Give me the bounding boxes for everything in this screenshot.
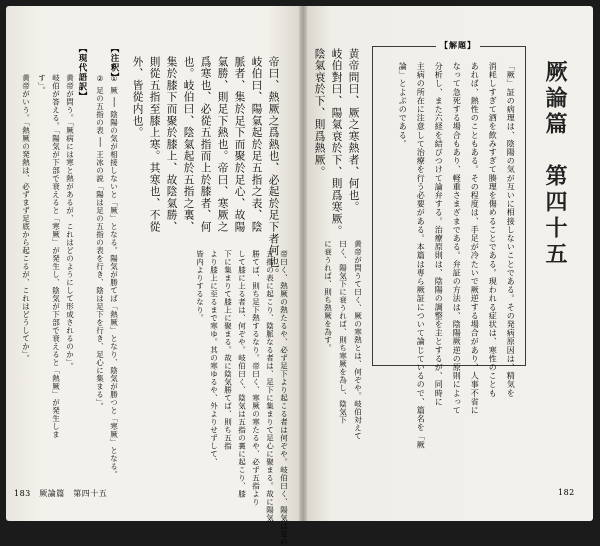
translation-line: 五指の表に起こり、陰脈なる者は、足下に集まりて足心に聚まる。故に陽気 <box>265 250 275 522</box>
classical-text-line: 岐伯對曰、陽氣衰於下、則爲寒厥。 <box>330 48 343 237</box>
kaidai-line: 主病の所在に注意して治療を行う必要がある。本篇は専ら厥証について論じているので、篇名を「厥 <box>416 62 426 449</box>
kaidai-line: 分析し、また六経を結びつけて論弁する。治療原則は、陰陽の調整を主とするが、同時に <box>434 62 444 406</box>
classical-text-line: 氣勝、則足下熱也。帝曰、寒厥之 <box>216 56 229 233</box>
modern-translation-line: 岐伯が答える。「陽気が下部で衰えると「寒厥」が発生し、陰気が下部で衰えると「熱厥」が発生しま <box>51 74 61 439</box>
modern-translation-line: 黄帝が問う。「厥病には寒と熱があるが、これはどのようにして形成されるのか」。 <box>65 74 75 371</box>
classical-text-line: 爲寒也、必從五指而上於膝者、何 <box>199 56 212 233</box>
chapter-title: 厥論篇 第四十五 <box>542 60 568 268</box>
classical-text-line: 也。岐伯曰、陰氣起於五指之裏、 <box>182 56 195 233</box>
classical-text-line: 帝曰、熱厥之爲熱也、必起於足下者何也。 <box>267 56 280 281</box>
kaidai-line: 「厥」証の病理は、陰陽の気が互いに相接しないことである。その発病原因は、精気を <box>506 62 516 398</box>
translation-line: 帝曰く、熱厥の熱たるや、必ず足下より起こる者は何ぞや。岐伯曰く、陽気は足の <box>279 250 289 546</box>
page-folio: 183 厥論篇 第四十五 <box>14 489 108 498</box>
modern-translation-label: 【現代語訳】 <box>77 44 87 101</box>
translation-line: して膝に上る者は、何ぞや。岐伯曰く、陰気は五指の裏に起こり、膝 <box>237 250 247 498</box>
kaidai-label: 【解題】 <box>436 40 480 51</box>
notes-label: 【注釈】 <box>109 44 119 82</box>
classical-text-line: 集於膝下而聚於膝上、故陰氣勝、 <box>165 56 178 233</box>
note-item: ② 足の五指の表 ── 王冰の説「陽は足の五指の表を行き、陰は足下を行き、足心に集まる」。 <box>95 74 105 411</box>
kaidai-line: 消耗しすぎて酒を飲みすぎて腠理を傷めることである。現われる症状は、寒性のことも <box>488 62 498 398</box>
translation-line: 黄帝が問うて曰く、厥の寒熱とは、何ぞや。岐伯対えて <box>353 240 363 440</box>
classical-text-line: 陰氣衰於下、則爲熱厥。 <box>313 48 326 178</box>
classical-text-line: 黄帝問曰、厥之寒熱者、何也。 <box>347 48 360 214</box>
translation-line: に衰うれば、則ち熱厥を為す。 <box>323 240 333 352</box>
modern-translation-line: す」。 <box>37 74 47 95</box>
book-gutter <box>299 6 307 521</box>
translation-line: より膝上に至るまで寒ゆ。其の寒ゆるや、外よりせずして、 <box>209 250 219 466</box>
classical-text-line: 岐伯曰、陽氣起於足五指之表、陰 <box>250 56 263 233</box>
page-number: 182 <box>558 488 575 497</box>
translation-line: 勝てば、則ち足下熱するなり。帝曰く、寒厥の寒たるや、必ず五指より <box>251 250 261 506</box>
classical-text-line: 則從五指至膝上寒。其寒也、不從 <box>148 56 161 233</box>
classical-text-line: 外、皆從内也。 <box>131 56 144 139</box>
modern-translation-line: 黄帝がいう。「熱厥の発熱は、必ずまず足底から起こるが、これはどうしてか」。 <box>21 74 31 363</box>
kaidai-line: 論」とよぶのである。 <box>398 62 408 148</box>
classical-text-line: 脈者、集於足下而聚於足心、故陽 <box>233 56 246 233</box>
translation-line: 下に集まりて膝上に聚まる。故に陰気勝てば、則ち五指 <box>223 250 233 450</box>
translation-line: 皆内よりするなり。 <box>195 250 205 322</box>
note-item: ① 厥 ── 陰陽の気が相接しないと「厥」となる。陽気が勝てば「熱厥」となり、陰気が勝つと「寒厥」となる。 <box>109 74 119 479</box>
kaidai-line: あれば、熱性のこともある。その程度は、手足が冷たいで厥逆する場合があり、人事不省に <box>470 62 480 415</box>
kaidai-line: なって急死する場合もあり、軽重さまざまである。弁証の方法は、陰陽厥逆の原則によって <box>452 62 462 415</box>
translation-line: 曰く、陽気下に衰うれば、則ち寒厥を為し、陰気下 <box>338 240 348 424</box>
kaidai-box <box>372 46 526 366</box>
